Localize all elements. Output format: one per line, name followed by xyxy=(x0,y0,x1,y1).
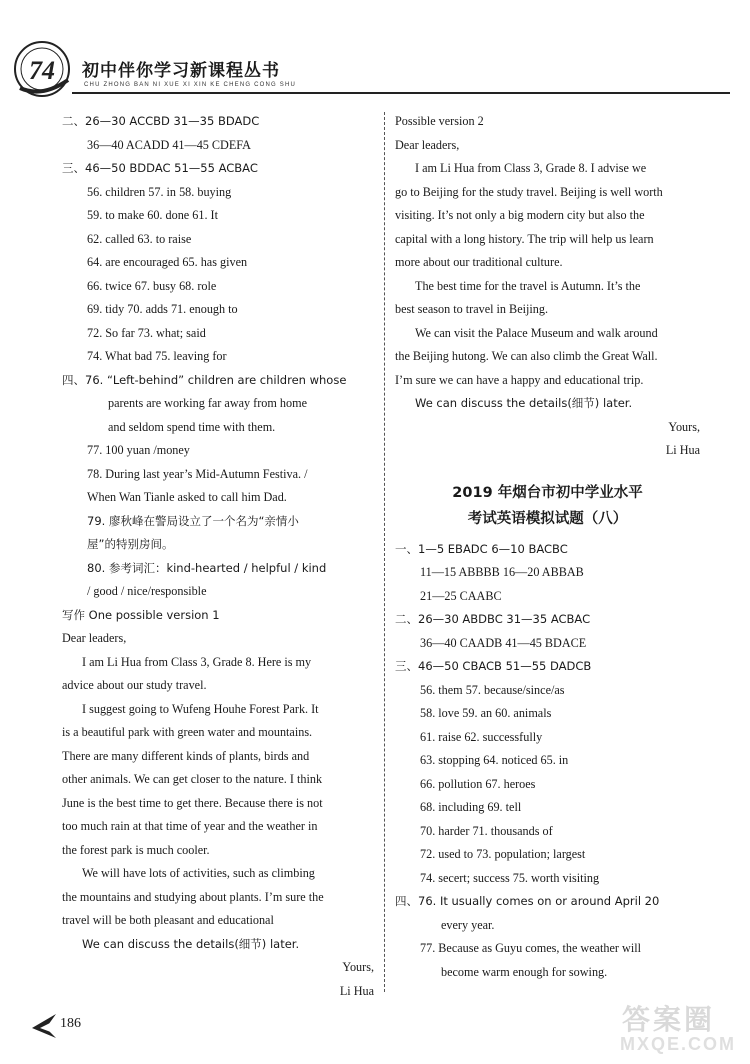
text-line: I am Li Hua from Class 3, Grade 8. I advise we xyxy=(415,161,647,175)
text-line: June is the best time to get there. Because there is not xyxy=(62,795,323,810)
text-line: Li Hua xyxy=(665,443,700,457)
text-line: 80. 参考词汇：kind-hearted / helpful / kind xyxy=(87,560,327,575)
text-line: 56. children 57. in 58. buying xyxy=(87,184,232,199)
left-column xyxy=(62,110,374,1003)
text-line: too much rain at that time of year and the weather in xyxy=(62,819,318,833)
text-line: 61. raise 62. successfully xyxy=(420,729,543,744)
right-column xyxy=(395,110,700,984)
text-line: When Wan Tianle asked to call him Dad. xyxy=(87,490,287,504)
watermark-bottom-text: MXQE.COM xyxy=(620,1034,737,1054)
text-line: 66. twice 67. busy 68. role xyxy=(87,278,217,293)
text-line: 21—25 CAABC xyxy=(420,588,502,603)
text-line: 四、76. It usually comes on or around April 20 xyxy=(395,894,660,908)
text-line: 66. pollution 67. heroes xyxy=(420,776,536,791)
text-line: 63. stopping 64. noticed 65. in xyxy=(420,753,569,767)
text-line: Possible version 2 xyxy=(395,114,484,128)
text-line: 62. called 63. to raise xyxy=(87,231,192,246)
column-divider xyxy=(384,112,385,992)
text-line: 二、26—30 ACCBD 31—35 BDADC xyxy=(62,114,260,128)
text-line: We will have lots of activities, such as climbing xyxy=(82,866,315,880)
watermark-top-text: 答案圈 xyxy=(622,1003,716,1036)
text-line: 一、1—5 EBADC 6—10 BACBC xyxy=(395,541,568,556)
series-title: 初中伴你学习新课程丛书 xyxy=(82,61,280,81)
right-column-answers xyxy=(395,538,700,985)
text-line: go to Beijing for the study travel. Beijing is well worth xyxy=(395,184,663,199)
text-line: We can discuss the details(细节) later. xyxy=(82,936,300,951)
section-title-line2: 考试英语模拟试题（八） xyxy=(467,510,628,527)
text-line: 59. to make 60. done 61. It xyxy=(87,208,218,222)
text-line: other animals. We can get closer to the nature. I think xyxy=(62,772,323,786)
text-line: 74. secert; success 75. worth visiting xyxy=(420,870,600,885)
text-line: travel will be both pleasant and educational xyxy=(62,913,274,927)
text-line: 78. During last year’s Mid-Autumn Festiva. / xyxy=(87,466,308,481)
text-line: more about our traditional culture. xyxy=(395,255,563,269)
text-line: the forest park is much cooler. xyxy=(62,842,210,857)
section-spacer xyxy=(395,463,700,480)
text-line: We can discuss the details(细节) later. xyxy=(415,396,633,410)
text-line: 58. love 59. an 60. animals xyxy=(420,706,552,720)
text-line: I suggest going to Wufeng Houhe Forest Park. It xyxy=(82,701,319,716)
section-title-line1: 2019 年烟台市初中学业水平 xyxy=(452,484,643,501)
page-arrow-icon xyxy=(30,1012,56,1040)
text-line: 三、46—50 BDDAC 51—55 ACBAC xyxy=(62,161,258,175)
text-line: 写作 One possible version 1 xyxy=(62,607,220,622)
series-logo-icon xyxy=(12,40,74,98)
text-line: 三、46—50 CBACB 51—55 DADCB xyxy=(395,659,592,673)
text-line: Yours, xyxy=(668,419,700,434)
text-line: 64. are encouraged 65. has given xyxy=(87,255,248,269)
text-line: I am Li Hua from Class 3, Grade 8. Here is my xyxy=(82,654,312,669)
text-line: the mountains and studying about plants. I’m sure the xyxy=(62,889,324,904)
text-line: capital with a long history. The trip will help us learn xyxy=(395,231,654,246)
text-line: 36—40 ACADD 41—45 CDEFA xyxy=(87,137,251,152)
text-line: 79. 廖秋峰在警局设立了一个名为“亲情小 xyxy=(87,513,299,528)
text-line: 69. tidy 70. adds 71. enough to xyxy=(87,302,238,316)
text-line: We can visit the Palace Museum and walk around xyxy=(415,325,658,340)
text-line: 56. them 57. because/since/as xyxy=(420,682,565,697)
text-line: 77. Because as Guyu comes, the weather will xyxy=(420,941,641,955)
text-line: the Beijing hutong. We can also climb the Great Wall. xyxy=(395,349,658,363)
text-line: is a beautiful park with green water and mountains. xyxy=(62,725,313,739)
header-rule xyxy=(72,92,730,94)
text-line: 74. What bad 75. leaving for xyxy=(87,349,227,363)
text-line: 36—40 CAADB 41—45 BDACE xyxy=(420,635,587,650)
text-line: parents are working far away from home xyxy=(108,396,307,410)
text-line: Dear leaders, xyxy=(395,137,460,152)
series-pinyin: CHU ZHONG BAN NI XUE XI XIN KE CHENG CONG SHU xyxy=(84,82,297,88)
text-line: 72. So far 73. what; said xyxy=(87,325,206,340)
watermark-logo xyxy=(600,996,745,1062)
text-line: I’m sure we can have a happy and educational trip. xyxy=(395,372,644,387)
logo-text: 74 xyxy=(29,56,55,85)
text-line: 77. 100 yuan /money xyxy=(87,443,190,457)
text-line: visiting. It’s not only a big modern city but also the xyxy=(395,208,645,222)
text-line: / good / nice/responsible xyxy=(87,584,207,598)
text-line: best season to travel in Beijing. xyxy=(395,302,548,316)
text-line: Yours, xyxy=(342,960,374,974)
text-line: 70. harder 71. thousands of xyxy=(420,823,553,838)
text-line: Li Hua xyxy=(339,983,374,998)
text-line: The best time for the travel is Autumn. It’s the xyxy=(415,278,641,293)
book-header xyxy=(10,38,730,98)
text-line: 68. including 69. tell xyxy=(420,800,522,814)
text-line: Dear leaders, xyxy=(62,631,127,645)
page-number: 186 xyxy=(60,1016,81,1031)
text-line: 屋”的特别房间。 xyxy=(87,537,174,551)
text-line: and seldom spend time with them. xyxy=(108,419,276,434)
text-line: become warm enough for sowing. xyxy=(441,964,608,979)
text-line: 四、76. “Left-behind” children are children whose xyxy=(62,372,347,387)
text-line: 72. used to 73. population; largest xyxy=(420,847,586,861)
text-line: every year. xyxy=(441,917,495,932)
text-line: 二、26—30 ABDBC 31—35 ACBAC xyxy=(395,612,591,626)
text-line: 11—15 ABBBB 16—20 ABBAB xyxy=(420,565,584,579)
right-column-essay xyxy=(395,110,700,463)
text-line: advice about our study travel. xyxy=(62,678,207,692)
text-line: There are many different kinds of plants, birds and xyxy=(62,748,310,763)
